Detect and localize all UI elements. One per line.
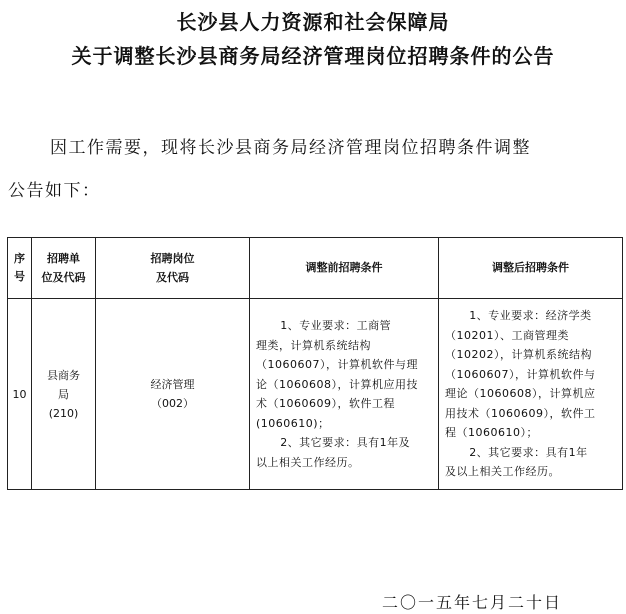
cell-position-code: （002）: [151, 397, 194, 410]
header-serial-number: [8, 238, 32, 299]
cell-position: [96, 299, 250, 490]
after-req1-line-2: （10201）、工商管理类: [445, 328, 569, 342]
cell-position-name: 经济管理: [150, 378, 195, 391]
before-req1-line-1: 1、专业要求：工商管: [280, 319, 392, 332]
title-line-2: 关于调整长沙县商务局经济管理岗位招聘条件的公告: [71, 44, 555, 68]
header-position-code: [96, 238, 250, 299]
before-req1-line-4: 论（1060608），计算机应用技: [256, 377, 418, 391]
header-conditions-before: 调整前招聘条件: [250, 238, 439, 299]
cell-serial-number: 10: [8, 299, 32, 490]
header-unit-code: [32, 238, 96, 299]
after-req1-line-7: 程（1060610）；: [445, 426, 538, 440]
title-line-1: 长沙县人力资源和社会保障局: [176, 10, 450, 34]
header-unit-line-1: 招聘单: [47, 252, 80, 265]
document-date: 二〇一五年七月二十日: [382, 593, 563, 612]
header-position-line-1: 招聘岗位: [150, 252, 195, 265]
cell-unit-code: (210): [48, 406, 79, 420]
after-req1-line-1: 1、专业要求：经济学类: [469, 309, 592, 323]
header-serial-number-text: 序号: [14, 252, 25, 283]
header-position-line-2: 及代码: [156, 271, 189, 284]
before-req2-line-1: 2、其它要求：具有1年及: [280, 436, 411, 449]
after-req2-line-2: 及以上相关工作经历。: [445, 465, 560, 479]
table-header-row: [8, 238, 623, 299]
cell-conditions-after: [439, 299, 623, 490]
header-unit-line-2: 位及代码: [41, 271, 86, 284]
after-req1-line-4: （1060607），计算机软件与: [445, 367, 596, 381]
before-req1-line-2: 理类，计算机系统结构: [256, 338, 371, 352]
before-req1-line-6: (1060610)；: [256, 416, 330, 430]
before-req2-line-2: 以上相关工作经历。: [256, 455, 360, 469]
body-paragraph-line-1: 因工作需要，现将长沙县商务局经济管理岗位招聘条件调整: [50, 138, 531, 158]
before-req1-line-5: 术（1060609），软件工程: [256, 397, 395, 410]
after-req2-line-1: 2、其它要求：具有1年: [469, 445, 588, 459]
table-row: [8, 299, 623, 490]
cell-unit-line-2: 局: [58, 387, 69, 401]
cell-unit-line-1: 县商务: [47, 368, 80, 382]
cell-unit: [32, 299, 96, 490]
after-req1-line-6: 用技术（1060609），软件工: [445, 406, 596, 420]
header-conditions-after: 调整后招聘条件: [439, 238, 623, 299]
recruitment-table: [7, 237, 623, 490]
cell-conditions-before: [250, 299, 439, 490]
after-req1-line-3: （10202），计算机系统结构: [445, 348, 592, 362]
body-paragraph-line-2: 公告如下：: [8, 181, 101, 201]
before-req1-line-3: （1060607），计算机软件与理: [256, 358, 418, 371]
after-req1-line-5: 理论（1060608），计算机应: [445, 387, 596, 401]
